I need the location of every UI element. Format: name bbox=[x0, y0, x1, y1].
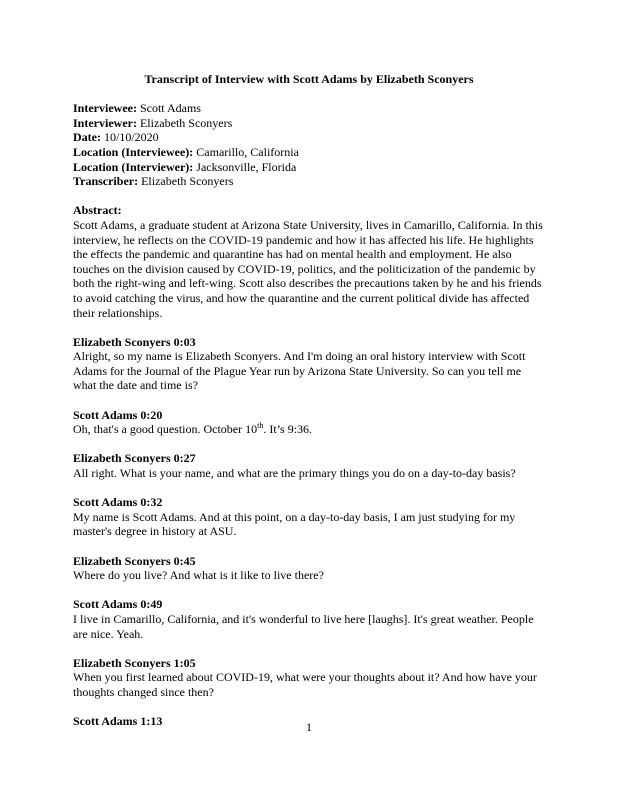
metadata-value: Scott Adams bbox=[136, 101, 201, 116]
entry-text: Alright, so my name is Elizabeth Sconyers. And I'm doing an oral history interview with Scott Adams for the Journal of the Plague Year run by Arizona State University. So can you tell me what the date and time is? bbox=[73, 349, 526, 393]
speaker-heading: Scott Adams 0:49 bbox=[73, 597, 163, 612]
abstract-section bbox=[73, 203, 545, 320]
speaker-heading: Elizabeth Sconyers 1:05 bbox=[73, 655, 196, 670]
metadata-label: Interviewee: bbox=[73, 101, 137, 116]
metadata-row bbox=[73, 116, 545, 131]
transcript-entries bbox=[73, 335, 545, 729]
metadata-row bbox=[73, 130, 545, 145]
entry-text: Oh, that's a good question. October 10th. It’s 9:36. bbox=[73, 421, 313, 437]
metadata-value: Camarillo, California bbox=[193, 144, 299, 159]
abstract-text: Scott Adams, a graduate student at Arizona State University, lives in Camarillo, California. In this interview, he reflects on the COVID-19 pandemic and how it has affected his life. He highlights the effects the pandemic and quarantine has had on mental health and employment. He also touches on the division caused by COVID-19, politics, and the politicization of the pandemic by both the right-wing and left-wing. Scott also describes the precautions taken by he and his friends to avoid catching the virus, and how the quarantine and the current political divide has affected their relationships. bbox=[73, 217, 543, 320]
page-number: 1 bbox=[306, 720, 312, 734]
speaker-heading: Elizabeth Sconyers 0:27 bbox=[73, 451, 196, 466]
metadata-value: Jacksonville, Florida bbox=[193, 159, 297, 174]
speaker-heading: Scott Adams 1:13 bbox=[73, 714, 163, 729]
metadata-label: Transcriber: bbox=[73, 174, 139, 189]
metadata-value: Elizabeth Sconyers bbox=[136, 115, 233, 130]
transcript-entry bbox=[73, 335, 545, 393]
entry-text: My name is Scott Adams. And at this point, on a day-to-day basis, I am just studying for my master's degree in history at ASU. bbox=[73, 509, 516, 539]
metadata-label: Date: bbox=[73, 130, 101, 145]
abstract-heading: Abstract: bbox=[73, 203, 122, 218]
metadata-value: Elizabeth Sconyers bbox=[138, 174, 234, 189]
metadata-label: Location (Interviewer): bbox=[73, 159, 194, 174]
superscript-ordinal: th bbox=[257, 421, 264, 431]
metadata-row bbox=[73, 145, 545, 160]
metadata-label: Interviewer: bbox=[73, 115, 137, 130]
speaker-heading: Elizabeth Sconyers 0:45 bbox=[73, 553, 196, 568]
document-title: Transcript of Interview with Scott Adams by Elizabeth Sconyers bbox=[144, 72, 474, 86]
metadata-row bbox=[73, 174, 545, 189]
transcript-entry bbox=[73, 597, 545, 641]
entry-text: Where do you live? And what is it like to live there? bbox=[73, 568, 324, 583]
entry-text: All right. What is your name, and what are the primary things you do on a day-to-day basis? bbox=[73, 466, 516, 481]
entry-text: I live in Camarillo, California, and it's wonderful to live here [laughs]. It's great weather. People are nice. Yeah. bbox=[73, 611, 534, 641]
metadata-label: Location (Interviewee): bbox=[73, 144, 194, 159]
transcript-entry bbox=[73, 408, 545, 437]
transcript-entry bbox=[73, 495, 545, 539]
transcript-entry bbox=[73, 451, 545, 480]
entry-text: When you first learned about COVID-19, what were your thoughts about it? And how have your thoughts changed since then? bbox=[73, 670, 537, 699]
metadata-value: 10/10/2020 bbox=[100, 130, 159, 145]
speaker-heading: Scott Adams 0:32 bbox=[73, 495, 163, 510]
speaker-heading: Scott Adams 0:20 bbox=[73, 407, 163, 422]
metadata-row bbox=[73, 101, 545, 116]
metadata-list bbox=[73, 101, 545, 189]
metadata-row bbox=[73, 160, 545, 175]
transcript-entry bbox=[73, 554, 545, 583]
transcript-entry bbox=[73, 656, 545, 700]
speaker-heading: Elizabeth Sconyers 0:03 bbox=[73, 334, 196, 349]
